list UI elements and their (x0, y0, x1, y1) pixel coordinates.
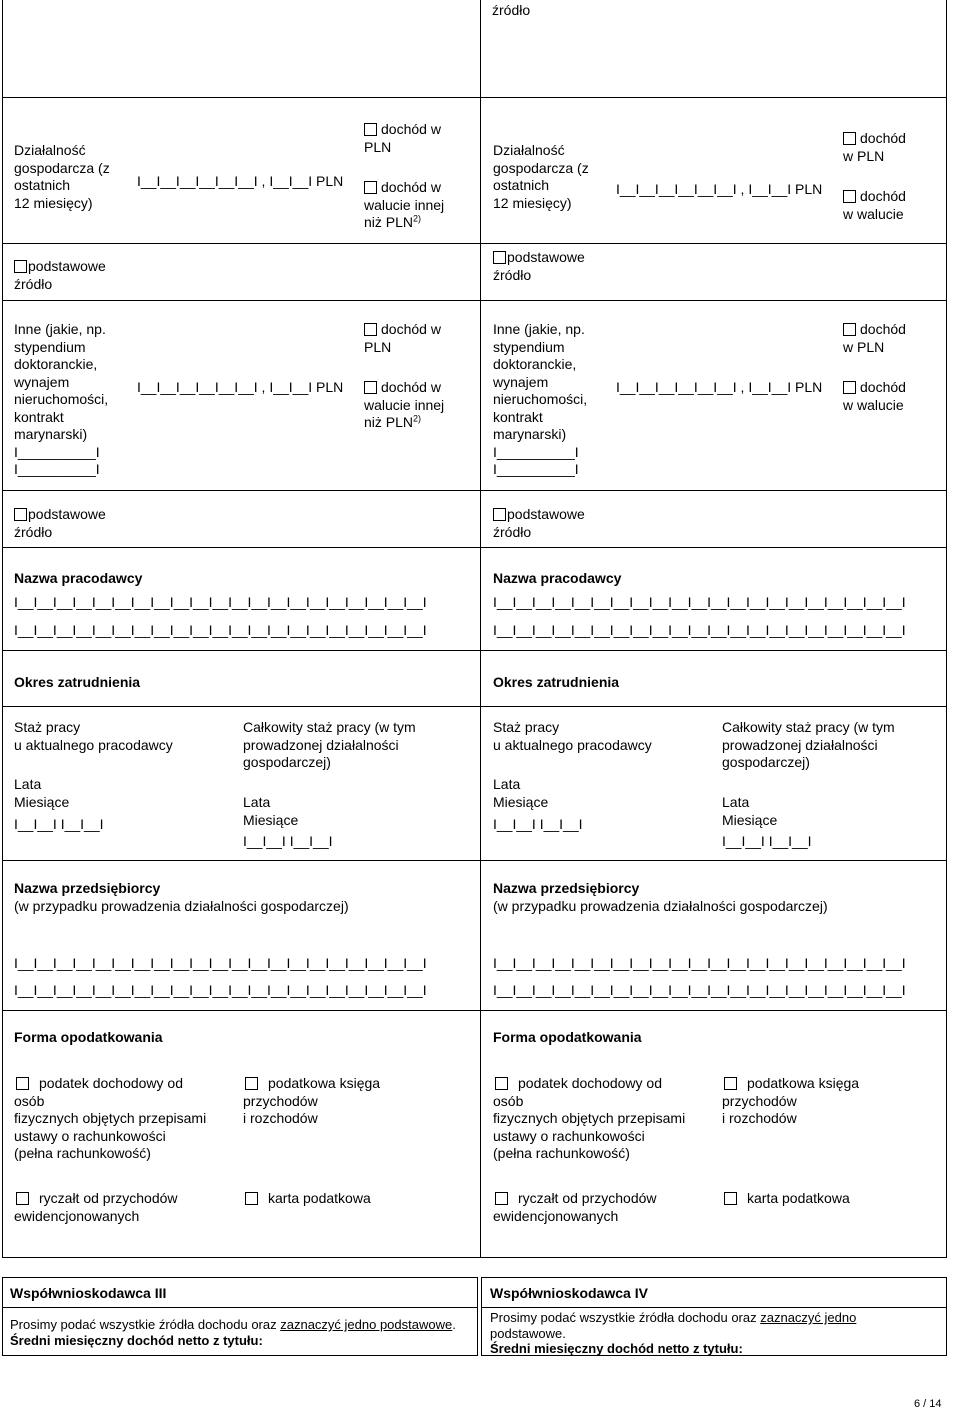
row-divider (2, 706, 947, 707)
checkbox-icon[interactable] (495, 1077, 508, 1090)
business-income-label: Działalność gospodarcza (z ostatnich 12 miesięcy) (14, 142, 110, 211)
current-tenure-label: Staż pracy u aktualnego pracodawcy (493, 719, 652, 753)
currency-pln-option[interactable]: dochód w PLN (364, 121, 441, 155)
entrepreneur-note: (w przypadku prowadzenia działalności gospodarczej) (493, 898, 828, 914)
row-divider (2, 300, 947, 301)
current-tenure-label: Staż pracy u aktualnego pracodawcy (14, 719, 173, 753)
employer-field[interactable]: I__I__I__I__I__I__I__I__I__I__I__I__I__I__I__I__I__I__I__I__I__I (14, 622, 427, 638)
tenure-units: Lata Miesiące (243, 794, 299, 828)
employer-field[interactable]: I__I__I__I__I__I__I__I__I__I__I__I__I__I__I__I__I__I__I__I__I__I (493, 622, 906, 638)
entrepreneur-label: Nazwa przedsiębiorcy (493, 880, 640, 896)
row-divider (2, 860, 947, 861)
current-tenure-field[interactable]: I__I__I I__I__I (14, 816, 104, 832)
checkbox-icon[interactable] (364, 123, 377, 136)
checkbox-icon[interactable] (364, 323, 377, 336)
checkbox-icon[interactable] (364, 381, 377, 394)
employment-period-heading: Okres zatrudnienia (14, 674, 141, 690)
coapplicant3-instruction: Prosimy podać wszystkie źródła dochodu oraz zaznaczyć jedno podstawowe. (10, 1317, 456, 1332)
coapplicant4-title: Współwnioskodawca IV (490, 1285, 648, 1301)
tax-full-accounting-option[interactable]: podatek dochodowy od osób fizycznych objętych przepisami ustawy o rachunkowości (pełna rachunkowość) (14, 1075, 207, 1161)
currency-pln-option[interactable]: dochód w PLN (364, 321, 441, 355)
entrepreneur-note: (w przypadku prowadzenia działalności gospodarczej) (14, 898, 349, 914)
currency-other-option[interactable]: dochód w walucie innej niż PLN$^{2)}$ (364, 379, 445, 430)
checkbox-icon[interactable] (843, 323, 856, 336)
row-divider (2, 97, 947, 98)
checkbox-icon[interactable] (16, 1192, 29, 1205)
row-divider (2, 650, 947, 651)
row-divider (481, 1307, 947, 1308)
row-divider (2, 243, 947, 244)
taxation-heading: Forma opodatkowania (493, 1029, 642, 1045)
employer-label: Nazwa pracodawcy (14, 570, 143, 586)
entrepreneur-field[interactable]: I__I__I__I__I__I__I__I__I__I__I__I__I__I__I__I__I__I__I__I__I__I (14, 955, 427, 971)
other-income-label: Inne (jakie, np. stypendium doktoranckie, wynajem nieruchomości, kontrakt marynarski) I__________I I__________I (493, 321, 588, 477)
currency-pln-option[interactable]: dochód w PLN (843, 321, 906, 355)
checkbox-icon[interactable] (364, 181, 377, 194)
row-divider (2, 1307, 478, 1308)
entrepreneur-field[interactable]: I__I__I__I__I__I__I__I__I__I__I__I__I__I__I__I__I__I__I__I__I__I (493, 955, 906, 971)
total-tenure-label: Całkowity staż pracy (w tym prowadzonej działalności gospodarczej) (243, 719, 416, 770)
coapplicant4-instruction: Prosimy podać wszystkie źródła dochodu oraz zaznaczyć jedno podstawowe. (490, 1310, 857, 1341)
checkbox-icon[interactable] (843, 381, 856, 394)
tenure-units: Lata Miesiące (14, 776, 70, 810)
checkbox-icon[interactable] (14, 508, 27, 521)
checkbox-icon[interactable] (724, 1077, 737, 1090)
tax-revenue-book-option[interactable]: podatkowa księga przychodów i rozchodów (243, 1075, 381, 1126)
tax-card-option[interactable]: karta podatkowa (243, 1190, 371, 1208)
currency-other-option[interactable]: dochód w walucie innej niż PLN$^{2)}$ (364, 179, 445, 230)
employer-field[interactable]: I__I__I__I__I__I__I__I__I__I__I__I__I__I__I__I__I__I__I__I__I__I (14, 594, 427, 610)
other-income-label: Inne (jakie, np. stypendium doktoranckie, wynajem nieruchomości, kontrakt marynarski) I__________I I__________I (14, 321, 109, 477)
tenure-units: Lata Miesiące (493, 776, 549, 810)
source-label: źródło (492, 2, 531, 18)
amount-field[interactable]: I__I__I__I__I__I__I , I__I__I PLN (616, 379, 823, 395)
currency-other-option[interactable]: dochód w walucie (843, 379, 906, 413)
main-source-option[interactable]: podstawowe źródło (493, 506, 585, 540)
main-source-option[interactable]: podstawowe źródło (493, 249, 585, 283)
total-tenure-field[interactable]: I__I__I I__I__I (243, 833, 333, 849)
taxation-heading: Forma opodatkowania (14, 1029, 163, 1045)
checkbox-icon[interactable] (843, 190, 856, 203)
coapplicant4-avg-income: Średni miesięczny dochód netto z tytułu: (490, 1341, 743, 1356)
center-divider (480, 0, 481, 1258)
main-source-option[interactable]: podstawowe źródło (14, 258, 106, 292)
entrepreneur-field[interactable]: I__I__I__I__I__I__I__I__I__I__I__I__I__I__I__I__I__I__I__I__I__I (493, 982, 906, 998)
amount-field[interactable]: I__I__I__I__I__I__I , I__I__I PLN (137, 173, 344, 189)
checkbox-icon[interactable] (493, 251, 506, 264)
business-income-label: Działalność gospodarcza (z ostatnich 12 miesięcy) (493, 142, 589, 211)
checkbox-icon[interactable] (245, 1077, 258, 1090)
checkbox-icon[interactable] (493, 508, 506, 521)
amount-field[interactable]: I__I__I__I__I__I__I , I__I__I PLN (616, 181, 823, 197)
employer-field[interactable]: I__I__I__I__I__I__I__I__I__I__I__I__I__I__I__I__I__I__I__I__I__I (493, 594, 906, 610)
tax-full-accounting-option[interactable]: podatek dochodowy od osób fizycznych objętych przepisami ustawy o rachunkowości (pełna rachunkowość) (493, 1075, 686, 1161)
tenure-units: Lata Miesiące (722, 794, 778, 828)
employer-label: Nazwa pracodawcy (493, 570, 622, 586)
entrepreneur-field[interactable]: I__I__I__I__I__I__I__I__I__I__I__I__I__I__I__I__I__I__I__I__I__I (14, 982, 427, 998)
row-divider (2, 1010, 947, 1011)
current-tenure-field[interactable]: I__I__I I__I__I (493, 816, 583, 832)
entrepreneur-label: Nazwa przedsiębiorcy (14, 880, 161, 896)
total-tenure-label: Całkowity staż pracy (w tym prowadzonej działalności gospodarczej) (722, 719, 895, 770)
checkbox-icon[interactable] (495, 1192, 508, 1205)
row-divider (2, 547, 947, 548)
main-source-option[interactable]: podstawowe źródło (14, 506, 106, 540)
checkbox-icon[interactable] (843, 132, 856, 145)
amount-field[interactable]: I__I__I__I__I__I__I , I__I__I PLN (137, 379, 344, 395)
tax-lump-sum-option[interactable]: ryczałt od przychodów ewidencjonowanych (14, 1190, 178, 1224)
checkbox-icon[interactable] (14, 260, 27, 273)
checkbox-icon[interactable] (724, 1192, 737, 1205)
currency-pln-option[interactable]: dochód w PLN (843, 130, 906, 164)
tax-revenue-book-option[interactable]: podatkowa księga przychodów i rozchodów (722, 1075, 860, 1126)
checkbox-icon[interactable] (16, 1077, 29, 1090)
row-divider (2, 490, 947, 491)
currency-other-option[interactable]: dochód w walucie (843, 188, 906, 222)
page-number: 6 / 14 (914, 1398, 942, 1410)
tax-card-option[interactable]: karta podatkowa (722, 1190, 850, 1208)
coapplicant3-title: Współwnioskodawca III (10, 1285, 167, 1301)
checkbox-icon[interactable] (245, 1192, 258, 1205)
employment-period-heading: Okres zatrudnienia (493, 674, 620, 690)
tax-lump-sum-option[interactable]: ryczałt od przychodów ewidencjonowanych (493, 1190, 657, 1224)
total-tenure-field[interactable]: I__I__I I__I__I (722, 833, 812, 849)
coapplicant3-avg-income: Średni miesięczny dochód netto z tytułu: (10, 1333, 263, 1348)
